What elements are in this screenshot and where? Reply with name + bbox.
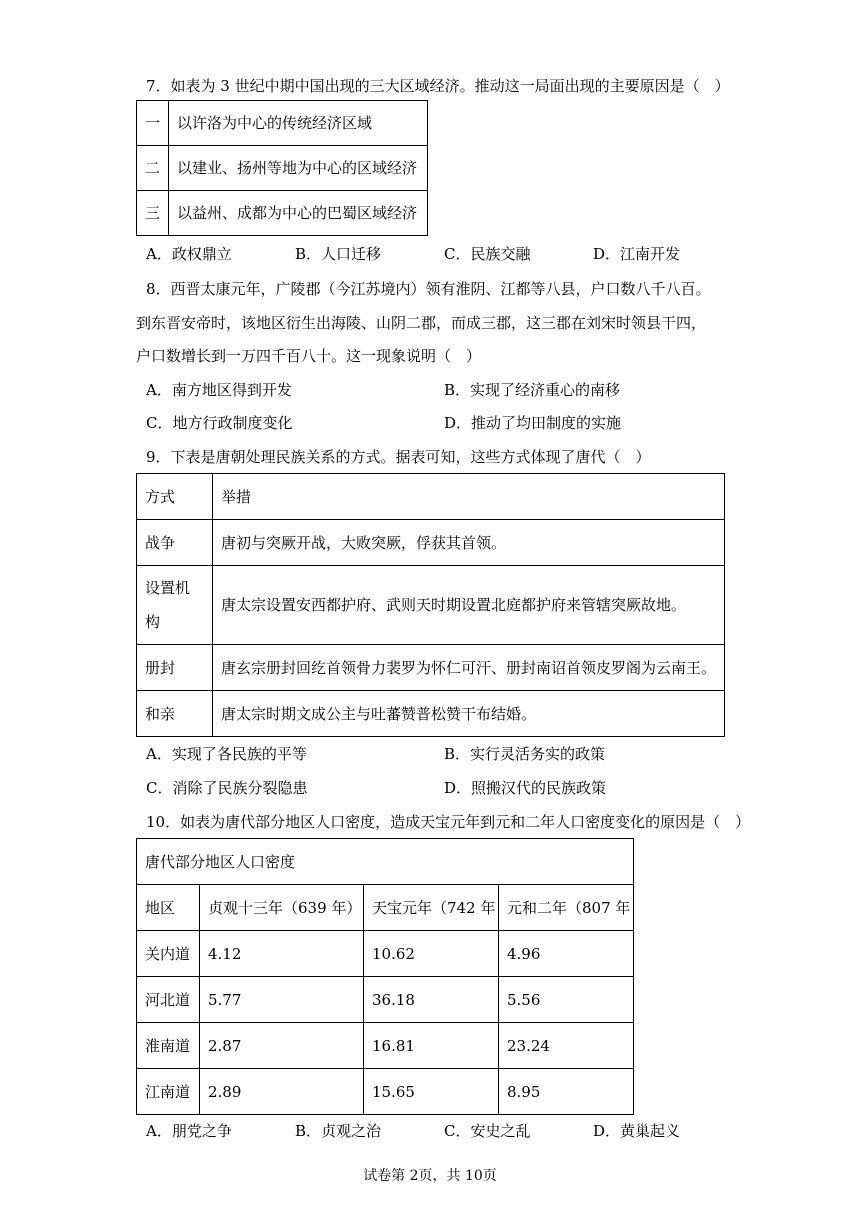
q8-line-3: 户口数增长到一万四千百八十。这一现象说明（ ） [136,347,482,365]
q9-row-measure: 唐玄宗册封回纥首领骨力裴罗为怀仁可汗、册封南诏首领皮罗阁为云南王。 [212,645,724,691]
q7-row-num: 一 [137,101,169,146]
q10-header-cell: 元和二年（807 年 [499,885,634,931]
q7-option-b[interactable]: B．人口迁移 [295,245,382,263]
q10-cell: 36.18 [364,977,499,1023]
q10-header-cell: 天宝元年（742 年 [364,885,499,931]
q10-cell: 4.12 [200,931,364,977]
q7-row-text: 以建业、扬州等地为中心的区域经济 [169,146,428,191]
q9-row-measure: 唐太宗时期文成公主与吐蕃赞普松赞干布结婚。 [212,691,724,737]
q10-table [136,838,634,1115]
q7-option-d[interactable]: D．江南开发 [593,245,681,263]
q10-cell: 2.89 [200,1069,364,1115]
q10-caption: 唐代部分地区人口密度 [137,839,634,885]
q9-row-way: 设置机构 [137,566,213,645]
q7-stem: 7．如表为 3 世纪中期中国出现的三大区域经济。推动这一局面出现的主要原因是（ ） [146,77,730,95]
q7-option-c[interactable]: C．民族交融 [444,245,531,263]
q8-option-d[interactable]: D．推动了均田制度的实施 [444,414,622,432]
q9-option-a[interactable]: A．实现了各民族的平等 [146,745,307,763]
q10-option-c[interactable]: C．安史之乱 [444,1122,531,1140]
q7-option-a[interactable]: A．政权鼎立 [146,245,232,263]
q10-option-a[interactable]: A．朋党之争 [146,1122,232,1140]
q10-cell: 5.56 [499,977,634,1023]
q7-table [136,100,428,236]
q10-option-d[interactable]: D．黄巢起义 [593,1122,681,1140]
q10-cell: 河北道 [137,977,200,1023]
q8-option-b[interactable]: B．实现了经济重心的南移 [444,381,621,399]
q10-header-cell: 贞观十三年（639 年） [200,885,364,931]
q9-option-c[interactable]: C．消除了民族分裂隐患 [146,779,308,797]
q9-row-way: 战争 [137,520,213,566]
q10-cell: 8.95 [499,1069,634,1115]
q10-cell: 10.62 [364,931,499,977]
q10-cell: 淮南道 [137,1023,200,1069]
q8-line-1: 8．西晋太康元年，广陵郡（今江苏境内）领有淮阴、江都等八县，户口数八千八百。 [146,280,711,298]
q9-option-b[interactable]: B．实行灵活务实的政策 [444,745,606,763]
q10-stem: 10．如表为唐代部分地区人口密度，造成天宝元年到元和二年人口密度变化的原因是（ ） [146,813,751,831]
q8-option-a[interactable]: A．南方地区得到开发 [146,381,292,399]
q10-cell: 关内道 [137,931,200,977]
q9-header-way: 方式 [137,474,213,520]
q9-row-way: 和亲 [137,691,213,737]
q10-cell: 15.65 [364,1069,499,1115]
q9-table [136,473,725,737]
q7-row-text: 以许洛为中心的传统经济区域 [169,101,428,146]
q9-option-d[interactable]: D．照搬汉代的民族政策 [444,779,607,797]
q10-option-b[interactable]: B．贞观之治 [295,1122,382,1140]
q8-line-2: 到东晋安帝时，该地区衍生出海陵、山阴二郡，而成三郡，这三郡在刘宋时领县干四， [136,314,707,332]
q7-row-text: 以益州、成都为中心的巴蜀区域经济 [169,191,428,236]
q10-header-cell: 地区 [137,885,200,931]
page-footer: 试卷第 2页，共 10页 [363,1168,497,1184]
q7-row-num: 二 [137,146,169,191]
q8-option-c[interactable]: C．地方行政制度变化 [146,414,293,432]
q10-cell: 江南道 [137,1069,200,1115]
q9-row-measure: 唐初与突厥开战，大败突厥，俘获其首领。 [212,520,724,566]
q9-header-measure: 举措 [212,474,724,520]
q7-row-num: 三 [137,191,169,236]
q9-stem: 9．下表是唐朝处理民族关系的方式。据表可知，这些方式体现了唐代（ ） [146,448,651,466]
q10-cell: 23.24 [499,1023,634,1069]
q10-cell: 4.96 [499,931,634,977]
q10-cell: 2.87 [200,1023,364,1069]
q10-cell: 16.81 [364,1023,499,1069]
q9-row-measure: 唐太宗设置安西都护府、武则天时期设置北庭都护府来管辖突厥故地。 [212,566,724,645]
q10-cell: 5.77 [200,977,364,1023]
q9-row-way: 册封 [137,645,213,691]
